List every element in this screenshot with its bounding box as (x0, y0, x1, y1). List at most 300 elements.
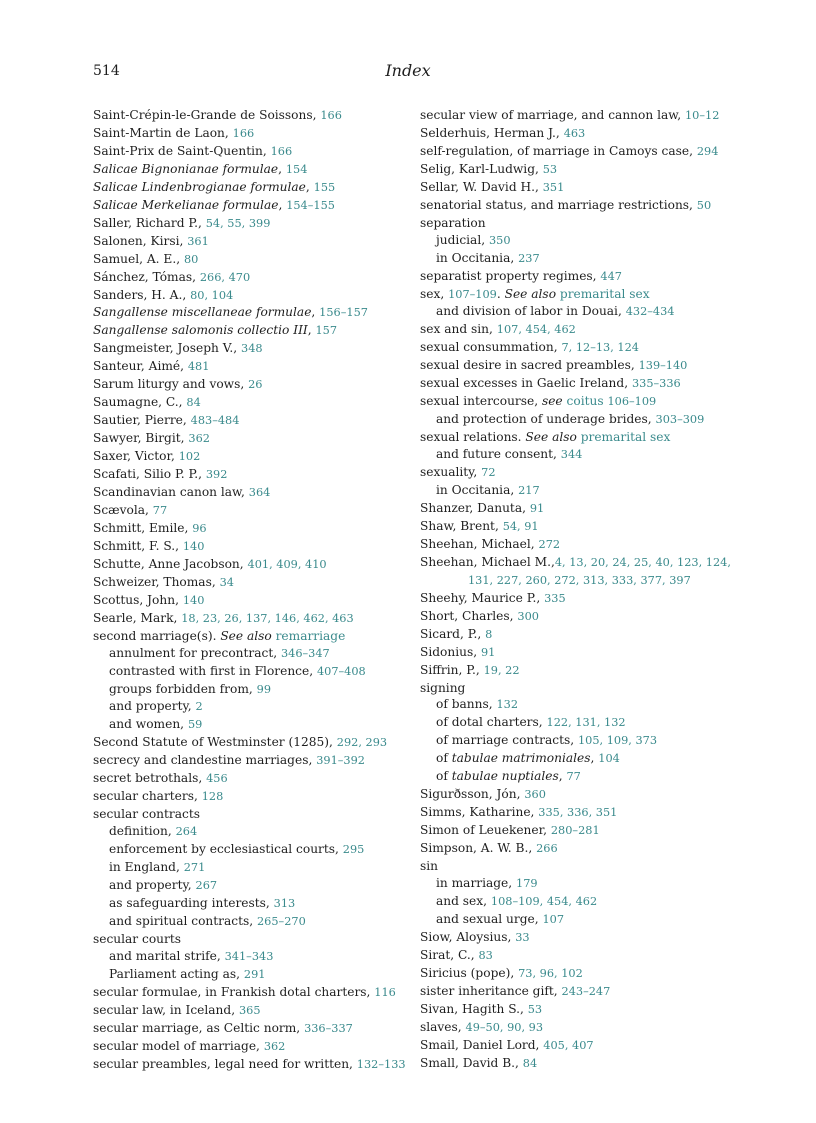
page-reference[interactable]: 267 (195, 878, 218, 892)
entry-text: Saumagne, C., (93, 395, 187, 410)
index-subentry (93, 716, 398, 734)
page-reference[interactable]: 280–281 (550, 824, 600, 838)
index-entry (93, 143, 398, 161)
page-reference[interactable]: 335 (544, 591, 566, 605)
see-also-label: see (541, 394, 563, 409)
entry-text: Simms, Katharine, (420, 805, 539, 820)
page-reference[interactable]: 33 (515, 930, 530, 944)
page-reference[interactable]: 266 (536, 842, 558, 856)
page-reference[interactable]: 91 (481, 645, 496, 659)
index-entry (93, 233, 398, 251)
page-reference[interactable]: 156–157 (319, 306, 368, 320)
page-reference[interactable]: 80, 104 (190, 288, 234, 302)
entry-text: Sautier, Pierre, (93, 413, 191, 428)
index-entry (420, 929, 740, 947)
page-reference[interactable]: 96 (192, 521, 207, 535)
entry-text: secular preambles, legal need for written, (93, 1056, 357, 1071)
index-subentry (93, 859, 398, 877)
index-entry (93, 931, 398, 948)
index-entry (93, 556, 398, 574)
index-entry (420, 804, 740, 822)
page-reference[interactable]: 483–484 (190, 414, 240, 428)
page-reference[interactable]: 351 (542, 180, 565, 194)
page-reference[interactable]: 361 (187, 234, 209, 248)
page-reference[interactable]: 80 (183, 252, 199, 266)
index-entry (420, 786, 740, 804)
entry-text: and protection of underage brides, (436, 412, 656, 427)
entry-text: Saxer, Victor, (93, 449, 179, 464)
entry-text: sexual consummation, (420, 340, 562, 355)
index-entry (420, 375, 740, 393)
index-entry (93, 125, 398, 143)
page-reference[interactable]: 83 (478, 948, 493, 962)
index-entry (93, 215, 398, 233)
page-reference[interactable]: 139–140 (638, 359, 688, 373)
page-reference[interactable]: 407–408 (316, 664, 366, 678)
index-entry (420, 536, 740, 554)
index-entry (420, 393, 740, 411)
index-subentry (420, 768, 740, 786)
entry-text: secular view of marriage, and cannon law, (420, 108, 685, 122)
index-entry (420, 107, 740, 125)
page-reference[interactable]: 264 (175, 825, 198, 839)
index-entry (93, 430, 398, 448)
entry-text: Sirat, C., (420, 947, 479, 962)
entry-text: Saint-Prix de Saint-Quentin, (93, 143, 271, 158)
entry-text: in England, (109, 860, 184, 875)
entry-text: of (436, 769, 452, 784)
index-entry (420, 1001, 740, 1019)
entry-text: Small, David B., (420, 1055, 523, 1070)
page-reference[interactable]: 72 (481, 466, 496, 480)
index-entry (93, 502, 398, 520)
entry-text: Sheehan, Michael M., (420, 554, 555, 569)
page-reference[interactable]: 154–155 (286, 198, 335, 212)
index-subentry (420, 911, 740, 929)
entry-text: Shanzer, Danuta, (420, 500, 530, 515)
entry-title-italic: Sangallense miscellaneae formulae (93, 305, 312, 320)
entry-text: Parliament acting as, (109, 966, 244, 981)
index-entry (93, 179, 398, 197)
entry-text: secular charters, (93, 789, 202, 804)
index-subentry (93, 663, 398, 681)
page-reference[interactable]: 481 (187, 360, 210, 374)
index-entry (93, 788, 398, 806)
page-reference[interactable]: 73, 96, 102 (518, 966, 583, 980)
page-reference[interactable]: 243–247 (561, 984, 611, 998)
page-reference[interactable]: 348 (241, 342, 263, 356)
entry-text: Sarum liturgy and vows, (93, 377, 249, 392)
entry-text: Sigurðsson, Jón, (420, 787, 525, 802)
entry-text: enforcement by ecclesiastical courts, (109, 842, 343, 857)
entry-text: , (311, 305, 320, 320)
page-reference[interactable]: 335–336 (631, 377, 681, 391)
page-reference[interactable]: 116 (374, 985, 396, 999)
index-entry (93, 806, 398, 823)
index-subentry (93, 966, 398, 984)
page-reference[interactable]: 102 (178, 450, 201, 464)
page-reference[interactable]: 294 (696, 144, 719, 158)
index-subentry (93, 841, 398, 859)
page-reference[interactable]: 2 (195, 700, 203, 714)
page-reference[interactable]: 4, 13, 20, 24, 25, 40, 123, 124, (554, 555, 731, 569)
entry-text: Siffrin, P., (420, 662, 484, 677)
index-subentry (420, 732, 740, 750)
page-reference[interactable]: 132–133 (356, 1057, 406, 1071)
page-reference[interactable]: 107 (542, 912, 565, 926)
entry-text: Sawyer, Birgit, (93, 431, 189, 446)
entry-text: , (278, 197, 287, 212)
index-entry (93, 1020, 398, 1038)
page-reference[interactable]: 341–343 (224, 949, 274, 963)
entry-text: Saint-Martin de Laon, (93, 125, 233, 140)
page-reference[interactable]: 104 (598, 752, 620, 766)
entry-text: Selig, Karl-Ludwig, (420, 161, 543, 176)
index-entry (93, 161, 398, 179)
index-entry (420, 286, 740, 304)
page-reference[interactable]: 77 (152, 503, 168, 517)
entry-text: Sheehy, Maurice P., (420, 590, 545, 605)
page-reference[interactable]: 360 (524, 788, 546, 802)
entry-title-italic: Salicae Lindenbrogianae formulae (93, 179, 306, 194)
entry-text: sexual desire in sacred preambles, (420, 358, 639, 373)
index-entry (420, 268, 740, 286)
entry-text: Siow, Aloysius, (420, 929, 516, 944)
index-entry (93, 466, 398, 484)
page-reference[interactable]: 108–109, 454, 462 (490, 894, 598, 908)
page-reference[interactable]: 303–309 (655, 413, 705, 427)
page-reference[interactable]: 179 (516, 876, 538, 890)
entry-text: separation (420, 215, 486, 230)
entry-text: secular marriage, as Celtic norm, (93, 1020, 305, 1035)
entry-text: Salonen, Kirsi, (93, 233, 188, 248)
index-entry (93, 1038, 398, 1056)
index-entry (420, 464, 740, 482)
index-entry (420, 947, 740, 965)
index-subentry (420, 232, 740, 250)
index-entry (420, 215, 740, 232)
page-reference[interactable]: 346–347 (280, 646, 330, 660)
page-reference[interactable]: 300 (517, 609, 539, 623)
entry-text: sexual relations. (420, 430, 526, 445)
page-reference[interactable]: 18, 23, 26, 137, 146, 462, 463 (181, 611, 354, 625)
entry-text: Sellar, W. David H., (420, 179, 543, 194)
page-reference[interactable]: 59 (187, 718, 203, 732)
see-also-label: See also (504, 286, 557, 301)
page-reference[interactable]: 295 (342, 843, 365, 857)
page-reference[interactable]: 392 (205, 468, 228, 482)
index-entry (93, 628, 398, 645)
entry-text: Sanders, H. A., (93, 287, 191, 302)
index-entry (420, 840, 740, 858)
index-entry (93, 358, 398, 376)
index-entry-continuation (420, 572, 740, 590)
entry-text: , (590, 751, 599, 766)
index-entry (93, 592, 398, 610)
index-entry (420, 125, 740, 143)
page-reference[interactable]: 140 (182, 593, 205, 607)
index-entry (420, 518, 740, 536)
entry-text: Short, Charles, (420, 608, 518, 623)
index-subentry (420, 714, 740, 732)
index-entry (420, 197, 740, 215)
index-entry (420, 143, 740, 161)
entry-text: Second Statute of Westminster (1285), (93, 735, 337, 750)
page-reference[interactable]: 77 (566, 770, 581, 784)
page-title: Index (385, 61, 431, 80)
entry-text: in Occitania, (436, 250, 519, 265)
index-subentry (93, 895, 398, 913)
index-entry (420, 644, 740, 662)
page-reference[interactable]: 265–270 (256, 914, 306, 928)
entry-text: as safeguarding interests, (109, 895, 274, 910)
entry-text: sin (420, 859, 439, 874)
index-entry (93, 752, 398, 770)
index-entry (93, 376, 398, 394)
index-entry (93, 1056, 406, 1074)
entry-text: of dotal charters, (436, 715, 547, 730)
page-reference[interactable]: 7, 12–13, 124 (561, 341, 639, 355)
index-entry (420, 983, 740, 1001)
cross-reference[interactable]: coitus (566, 394, 604, 409)
entry-text: in marriage, (436, 875, 517, 890)
entry-text: sex, (420, 286, 449, 301)
index-subentry (93, 645, 398, 663)
page-reference[interactable]: 50 (696, 198, 712, 212)
index-entry (93, 520, 398, 538)
entry-text: self-regulation, of marriage in Camoys case, (420, 143, 697, 158)
page-reference[interactable]: 54, 55, 399 (205, 216, 271, 230)
index-entry (93, 197, 398, 215)
page-reference[interactable]: 99 (256, 682, 272, 696)
index-subentry (420, 411, 740, 429)
page-reference[interactable]: 8 (485, 627, 493, 641)
entry-title-italic: Salicae Bignonianae formulae (93, 161, 279, 176)
entry-text: , (305, 179, 314, 194)
entry-text: of banns, (436, 697, 497, 712)
page-reference[interactable]: 364 (248, 486, 271, 500)
index-entry (420, 822, 740, 840)
page-reference[interactable]: 335, 336, 351 (538, 806, 618, 820)
page-reference[interactable]: 217 (518, 484, 540, 498)
entry-text: Sivan, Hagith S., (420, 1001, 528, 1016)
page-reference[interactable]: 166 (320, 109, 342, 122)
entry-text: definition, (109, 824, 176, 839)
index-entry (93, 1002, 398, 1020)
index-subentry (93, 681, 398, 699)
index-subentry (93, 948, 398, 966)
index-subentry (420, 893, 740, 911)
entry-text: Selderhuis, Herman J., (420, 125, 564, 140)
page-reference[interactable]: 53 (542, 162, 558, 176)
entry-text: separatist property regimes, (420, 268, 601, 283)
index-entry (420, 1055, 740, 1073)
index-entry (93, 340, 398, 358)
index-entry (93, 394, 398, 412)
entry-text: and marital strife, (109, 948, 225, 963)
index-entry (420, 965, 740, 983)
page-reference[interactable]: 447 (600, 269, 622, 283)
page-reference[interactable]: 166 (270, 144, 293, 158)
entry-text: secular formulae, in Frankish dotal charters, (93, 984, 375, 999)
page-reference[interactable]: 84 (522, 1056, 538, 1070)
entry-text: groups forbidden from, (109, 681, 257, 696)
index-entry (420, 608, 740, 626)
index-subentry (420, 875, 740, 893)
entry-text: sex and sin, (420, 322, 497, 337)
page-reference[interactable]: 107, 454, 462 (496, 323, 576, 337)
entry-text: sexual excesses in Gaelic Ireland, (420, 376, 632, 391)
index-entry (420, 339, 740, 357)
index-entry (420, 1019, 740, 1037)
page-reference[interactable]: 107–109 (448, 287, 497, 301)
entry-text: of marriage contracts, (436, 733, 578, 748)
page-reference[interactable]: 365 (238, 1003, 261, 1017)
entry-text: and spiritual contracts, (109, 913, 257, 928)
entry-text: Smail, Daniel Lord, (420, 1037, 544, 1052)
page-reference[interactable]: 336–337 (304, 1021, 353, 1035)
entry-title-italic: tabulae nuptiales (451, 769, 559, 784)
page-reference[interactable]: 463 (563, 126, 586, 140)
page-reference[interactable]: 49–50, 90, 93 (465, 1020, 544, 1034)
page-reference[interactable]: 91 (529, 501, 545, 515)
entry-title-italic: Sangallense salomonis collectio III (93, 323, 308, 338)
index-entry (420, 500, 740, 518)
page-reference[interactable]: 271 (183, 861, 206, 875)
index-subentry (420, 482, 740, 500)
index-entry (93, 412, 398, 430)
index-subentry (420, 750, 740, 768)
page-reference[interactable]: 106–109 (607, 395, 657, 409)
entry-text: contrasted with first in Florence, (109, 663, 317, 678)
page-reference[interactable]: 362 (263, 1039, 286, 1053)
entry-text: in Occitania, (436, 483, 519, 498)
page-reference[interactable]: 313 (273, 896, 296, 910)
index-entry (93, 538, 398, 556)
index-entry (93, 610, 398, 628)
index-subentry (93, 698, 398, 716)
right-column (420, 107, 740, 1072)
entry-text: Scævola, (93, 502, 153, 517)
entry-title-italic: tabulae matrimoniales (451, 751, 591, 766)
page-reference[interactable]: 237 (518, 251, 540, 265)
see-also-label: See also (220, 628, 272, 643)
page-reference[interactable]: 391–392 (316, 754, 365, 768)
page-reference[interactable]: 405, 407 (543, 1038, 594, 1052)
index-entry (93, 322, 398, 340)
entry-text: and women, (109, 717, 188, 732)
index-subentry (93, 823, 398, 841)
index-entry (93, 574, 398, 592)
entry-text: Sánchez, Tómas, (93, 269, 200, 284)
entry-text: Simon of Leuekener, (420, 823, 551, 838)
page-reference[interactable]: 128 (201, 790, 224, 804)
page-reference[interactable]: 53 (527, 1002, 543, 1016)
page-reference[interactable]: 291 (243, 967, 266, 981)
page-reference[interactable]: 456 (206, 772, 228, 786)
page-reference[interactable]: 19, 22 (483, 663, 520, 677)
page-reference[interactable]: 26 (248, 378, 263, 392)
index-entry (420, 429, 740, 446)
index-entry (420, 662, 740, 680)
entry-text: secular model of marriage, (93, 1038, 264, 1053)
entry-text: secrecy and clandestine marriages, (93, 753, 317, 768)
page-reference[interactable]: 131, 227, 260, 272, 313, 333, 377, 397 (468, 573, 691, 587)
page-reference[interactable]: 84 (186, 396, 201, 410)
entry-text: second marriage(s). (93, 628, 221, 643)
page-reference[interactable]: 10–12 (684, 109, 720, 122)
page-reference[interactable]: 432–434 (625, 305, 675, 319)
entry-text: secular courts (93, 931, 181, 946)
page-reference[interactable]: 350 (488, 233, 511, 247)
index-entry (420, 321, 740, 339)
page-reference[interactable]: 105, 109, 373 (577, 734, 658, 748)
index-subentry (93, 913, 398, 931)
index-entry (93, 734, 398, 752)
index-entry (420, 1037, 740, 1055)
page-reference[interactable]: 34 (219, 575, 234, 589)
page-reference[interactable]: 122, 131, 132 (546, 716, 626, 730)
page-reference[interactable]: 140 (182, 539, 205, 553)
index-entry (93, 304, 398, 322)
page-reference[interactable]: 292, 293 (336, 736, 388, 750)
entry-text: Scafati, Silio P. P., (93, 467, 206, 482)
entry-text: Saller, Richard P., (93, 215, 206, 230)
page-reference[interactable]: 132 (496, 698, 519, 712)
entry-text: signing (420, 680, 466, 695)
entry-text: secret betrothals, (93, 771, 207, 786)
entry-text: of (436, 751, 452, 766)
cross-reference[interactable]: premarital sex (559, 286, 650, 301)
index-entry (93, 107, 398, 125)
page-reference[interactable]: 362 (188, 432, 210, 446)
page-reference[interactable]: 54, 91 (502, 519, 539, 533)
page-reference[interactable]: 157 (315, 324, 338, 338)
cross-reference[interactable]: premarital sex (580, 430, 671, 445)
page-reference[interactable]: 155 (313, 180, 336, 194)
index-entry (93, 984, 398, 1002)
index-entry (420, 590, 740, 608)
cross-reference[interactable]: remarriage (275, 628, 346, 643)
page-reference[interactable]: 154 (285, 162, 308, 176)
page-reference[interactable]: 401, 409, 410 (247, 557, 327, 571)
page-reference[interactable]: 266, 470 (199, 270, 251, 284)
page-reference[interactable]: 272 (538, 537, 561, 551)
index-subentry (420, 303, 740, 321)
index-entry (93, 484, 398, 502)
entry-text: and sex, (436, 893, 491, 908)
entry-text: Sangmeister, Joseph V., (93, 341, 242, 356)
see-also-label: See also (525, 430, 577, 445)
entry-text: and future consent, (436, 447, 561, 462)
entry-text: , (558, 769, 567, 784)
entry-text: sexuality, (420, 465, 482, 480)
entry-text: and property, (109, 877, 196, 892)
index-entry (420, 357, 740, 375)
entry-text: Sheehan, Michael, (420, 536, 539, 551)
index-entry (420, 554, 740, 572)
entry-text: Schmitt, F. S., (93, 538, 183, 553)
index-subentry (420, 446, 740, 464)
page-reference[interactable]: 344 (560, 448, 583, 462)
entry-text: Siricius (pope), (420, 965, 519, 980)
entry-text: senatorial status, and marriage restrictions, (420, 197, 697, 212)
index-entry (93, 287, 398, 305)
page-reference[interactable]: 166 (232, 126, 255, 140)
entry-text: Samuel, A. E., (93, 251, 184, 266)
index-entry (420, 626, 740, 644)
entry-text: Santeur, Aimé, (93, 359, 188, 374)
